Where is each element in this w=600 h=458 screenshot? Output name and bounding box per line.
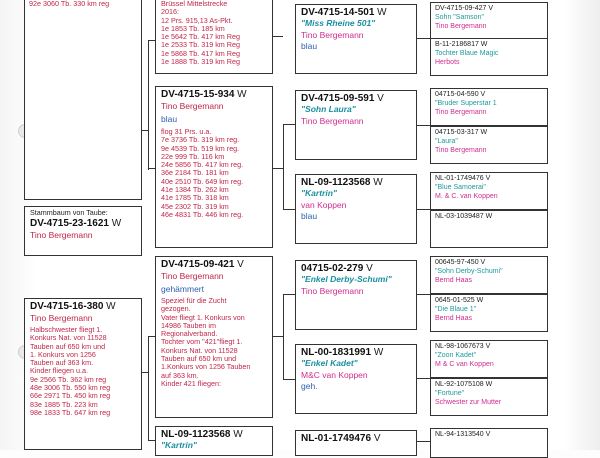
g5-ring-row — [296, 345, 416, 358]
g4-name: "Enkel Derby-Schumi" — [301, 274, 392, 284]
note-line: 41e 1384 Tb. 262 km — [161, 185, 229, 195]
bottom-ring-row — [156, 427, 272, 440]
note-line: 2016: — [161, 7, 179, 17]
r4-ring: NL-01-1749476 V — [435, 175, 491, 182]
top-left-box — [24, 0, 142, 200]
r1-owner: Herbots — [435, 59, 460, 66]
note-line: 12 Prs. 915,13 As-Pkt. — [161, 15, 233, 25]
note-line: Vater fliegt 1. Konkurs von — [161, 312, 245, 322]
connector-line — [148, 336, 149, 440]
r4-owner: M. & C. van Koppen — [435, 193, 498, 200]
r2-ring: 04715-04-590 V — [435, 91, 486, 98]
dam-sire-box — [155, 86, 273, 248]
g1-owner: Tino Bergemann — [301, 30, 364, 40]
top-left-snippet: 92e 3060 Tb. 330 km reg — [29, 0, 110, 8]
connector-line — [148, 40, 149, 170]
note-line: 1e 1888 Tb. 319 km Reg — [161, 57, 240, 67]
note-line: Kinder 421 fliegen: — [161, 378, 221, 388]
g4-ring-row — [296, 261, 416, 274]
dam-dam-owner: Tino Bergemann — [161, 271, 224, 281]
mother-label: Stammbaum von Taube: — [30, 208, 108, 217]
note-line: flog 31 Prs. u.a. — [161, 127, 212, 136]
r6-owner: Bernd Haas — [435, 277, 472, 284]
g6-box — [295, 430, 417, 456]
r1-ring: B-11-2186817 W — [435, 41, 488, 48]
note-line: 9e 4539 Tb. 519 km reg. — [161, 143, 240, 153]
note-line: 1e 2533 Tb. 319 km Reg — [161, 40, 240, 50]
mother-owner: Tino Bergemann — [30, 230, 93, 241]
note-line: Tauben auf 363 km. — [30, 358, 94, 368]
r9-owner: Schwester zur Mutter — [435, 399, 502, 406]
bottom-name: "Kartrin" — [161, 440, 197, 450]
r2-name: "Bruder Superstar 1 — [435, 100, 497, 107]
r10-box — [430, 428, 548, 458]
g6-ring: NL-01-1749476 — [301, 433, 372, 444]
connector-line — [417, 441, 430, 442]
note-line: auf 363 km. — [161, 370, 199, 380]
r10-ring: NL-94-1313540 V — [435, 431, 491, 438]
r7-box — [430, 294, 548, 332]
note-line: Tochter vom "421"fliegt 1. — [161, 337, 243, 347]
connector-line — [283, 209, 295, 210]
note-line: 1. Konkurs von 1256 — [30, 349, 96, 359]
dam-sire-notes — [156, 126, 272, 221]
note-line: Halbschwester fliegt 1. — [30, 325, 103, 334]
r8-owner: M & C van Koppen — [435, 361, 494, 368]
r8-ring: NL-98-1067673 V — [435, 343, 491, 350]
note-line: 41e 1785 Tb. 318 km — [161, 193, 229, 203]
note-line: 7e 3736 Tb. 319 km reg. — [161, 135, 240, 145]
g6-sex: V — [373, 433, 381, 444]
connector-line — [417, 294, 430, 295]
r3-box — [430, 126, 548, 164]
g1-name: "Miss Rheine 501" — [301, 18, 376, 28]
sister-box — [24, 298, 142, 450]
sister-notes — [25, 324, 141, 419]
g3-owner: van Koppen — [301, 200, 347, 210]
sister-owner: Tino Bergemann — [30, 313, 93, 323]
connector-line — [283, 294, 295, 295]
g5-sex: W — [373, 347, 384, 358]
note-line: 1e 5868 Tb. 417 km Reg — [161, 48, 240, 58]
connector-line — [148, 40, 155, 41]
r2-box — [430, 88, 548, 126]
r4-box — [430, 172, 548, 210]
connector-line — [148, 440, 155, 441]
r1-name: Tochter Blaue Magic — [435, 50, 499, 57]
r0-box — [430, 2, 548, 40]
note-line: 1.Konkurs von 1256 Tauben — [161, 362, 251, 372]
g3-name: "Kartrin" — [301, 188, 337, 198]
bottom-ring: NL-09-1123568 — [161, 429, 231, 440]
g3-color: blau — [301, 211, 318, 221]
dam-sire-ring-row — [156, 87, 272, 100]
g2-box — [295, 90, 417, 160]
note-line: Brüssel Mittelstrecke — [161, 0, 228, 8]
connector-line — [283, 379, 295, 380]
g1-ring: DV-4715-14-501 — [301, 7, 375, 18]
note-line: 1e 1853 Tb. 185 km — [161, 23, 225, 33]
dam-dam-notes — [156, 296, 272, 389]
r7-owner: Bernd Haas — [435, 315, 472, 322]
connector-line — [283, 124, 284, 210]
connector-line — [417, 125, 430, 126]
connector-line — [273, 168, 283, 169]
note-line: 66e 2971 Tb. 450 km reg — [30, 391, 111, 401]
g5-owner: M&C van Koppen — [301, 370, 368, 380]
connector-line — [417, 38, 430, 39]
r3-name: "Laura" — [435, 138, 458, 145]
bottom-mid-box — [155, 426, 273, 456]
g4-ring: 04715-02-279 — [301, 263, 364, 274]
g2-ring: DV-4715-09-591 — [301, 93, 375, 104]
top-mid-notes — [156, 0, 272, 67]
r6-name: "Sohn Derby-Schumi" — [435, 268, 503, 275]
note-line: Speziel für die Zucht — [161, 296, 227, 305]
g2-sex: V — [377, 93, 384, 104]
connector-line — [417, 209, 430, 210]
g4-owner: Tino Bergemann — [301, 286, 364, 296]
g3-ring-row — [296, 175, 416, 188]
connector-line — [283, 124, 295, 125]
dam-dam-color: gehämmert — [161, 284, 204, 294]
note-line: 83e 1885 Tb. 223 km — [30, 399, 98, 409]
g5-name: "Enkel Kadet" — [301, 358, 358, 368]
connector-line — [283, 294, 284, 380]
connector-line — [273, 336, 283, 337]
dam-sire-owner: Tino Bergemann — [161, 101, 224, 111]
g3-box — [295, 174, 417, 244]
r0-ring: DV-4715-09-427 V — [435, 5, 493, 12]
note-line: 1e 5642 Tb. 417 km Reg — [161, 32, 240, 42]
r9-box — [430, 378, 548, 416]
g5-box — [295, 344, 417, 414]
g1-sex: W — [377, 7, 387, 18]
g1-color: blau — [301, 41, 318, 51]
dam-dam-ring-row — [156, 257, 272, 270]
g5-ring: NL-00-1831991 — [301, 347, 372, 358]
mother-box — [24, 206, 142, 256]
note-line: Kinder fliegen u.a. — [30, 366, 88, 376]
connector-line — [148, 168, 155, 169]
r3-ring: 04715-03-317 W — [435, 129, 488, 136]
dam-sire-sex: W — [237, 89, 247, 100]
top-mid-box — [155, 0, 273, 74]
note-line: 24e 5856 Tb. 417 km reg. — [161, 160, 244, 170]
r2-owner: Tino Bergemann — [435, 109, 487, 116]
dam-sire-ring: DV-4715-15-934 — [161, 89, 235, 100]
r5-box — [430, 210, 548, 248]
r8-box — [430, 340, 548, 378]
r7-name: "Die Blaue 1" — [435, 306, 477, 313]
note-line: gezogen. — [161, 304, 191, 314]
r4-name: "Blue Samoerai" — [435, 184, 486, 191]
r9-ring: NL-92-1075108 W — [435, 381, 493, 388]
note-line: 48e 3006 Tb. 550 km reg — [30, 383, 111, 393]
r8-name: "Zoon Kadet" — [435, 352, 477, 359]
dam-sire-color: blau — [161, 114, 178, 124]
r0-name: Sohn "Samson" — [435, 14, 484, 21]
mother-ring-row — [25, 217, 141, 229]
mother-ring: DV-4715-23-1621 — [30, 218, 109, 230]
connector-line — [417, 378, 430, 379]
bottom-sex: W — [233, 429, 243, 440]
g3-ring: NL-09-1123568 — [301, 177, 371, 188]
note-line: 98e 1833 Tb. 647 km reg — [30, 407, 111, 417]
note-line: 36e 2184 Tb. 181 km — [161, 168, 229, 178]
g4-box — [295, 260, 417, 330]
sister-ring-row — [25, 299, 141, 312]
connector-line — [273, 36, 283, 37]
r5-ring: NL-03-1039487 W — [435, 213, 493, 220]
note-line: 22e 999 Tb. 116 km — [161, 151, 225, 161]
g4-sex: V — [366, 263, 373, 274]
note-line: Konkurs Nat. von 11528 — [161, 345, 238, 355]
r7-ring: 0645-01-525 W — [435, 297, 484, 304]
dam-dam-box — [155, 256, 273, 418]
note-line: 40e 2510 Tb. 649 km reg. — [161, 176, 244, 186]
connector-line — [148, 336, 155, 337]
sister-sex: W — [106, 301, 116, 312]
mother-sex: W — [111, 218, 122, 230]
g2-name: "Sohn Laura" — [301, 104, 356, 114]
sister-ring: DV-4715-16-380 — [30, 301, 104, 312]
note-line: 9e 2566 Tb. 362 km reg — [30, 374, 107, 384]
r9-name: "Fortune" — [435, 390, 465, 397]
note-line: Konkurs Nat. von 11528 — [30, 333, 107, 343]
note-line: 14986 Tauben im — [161, 320, 217, 330]
dam-dam-sex: V — [237, 259, 244, 270]
g3-sex: W — [373, 177, 383, 188]
dam-dam-ring: DV-4715-09-421 — [161, 259, 235, 270]
r1-box — [430, 38, 548, 76]
note-line: Tauben auf 650 km und — [30, 341, 106, 351]
note-line: 46e 4831 Tb. 446 km reg. — [161, 209, 244, 219]
r6-ring: 00645-97-450 V — [435, 259, 486, 266]
note-line: Regionalverband. — [161, 329, 218, 339]
note-line: 45e 2302 Tb. 319 km — [161, 201, 229, 211]
g1-box — [295, 4, 417, 74]
g1-ring-row — [296, 5, 416, 18]
g2-ring-row — [296, 91, 416, 104]
r0-owner: Tino Bergemann — [435, 23, 487, 30]
g5-color: geh. — [301, 381, 318, 391]
note-line: Tauben auf 650 km und — [161, 354, 237, 364]
r6-box — [430, 256, 548, 294]
g2-owner: Tino Bergemann — [301, 116, 364, 126]
r3-owner: Tino Bergemann — [435, 147, 487, 154]
g6-ring-row — [296, 431, 416, 444]
